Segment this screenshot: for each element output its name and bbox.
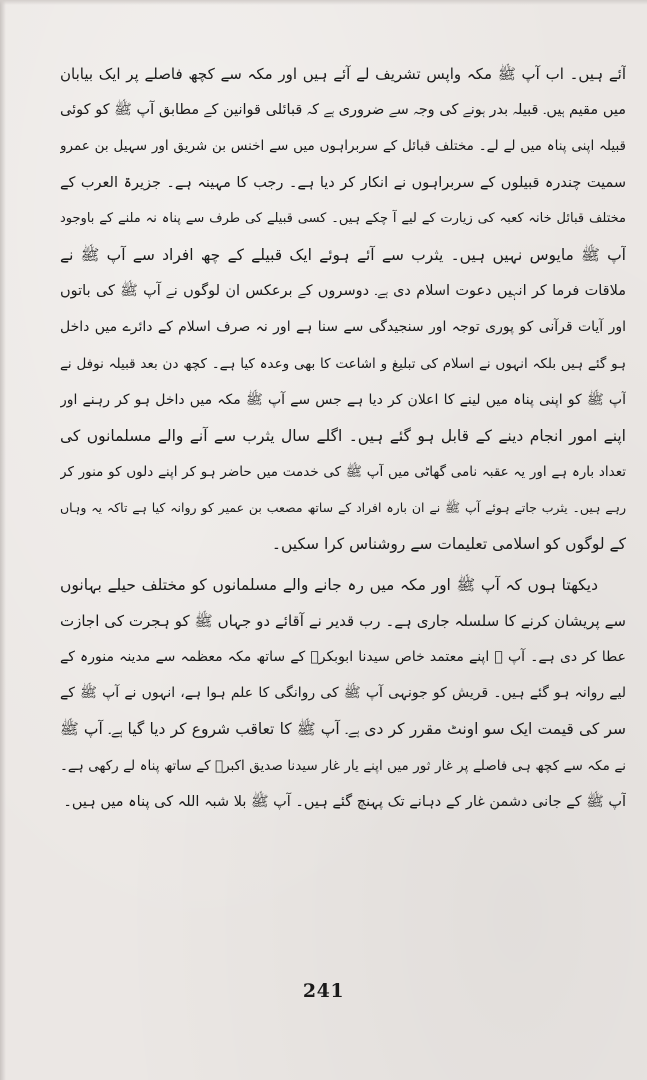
text-line: دیکھتا ہوں کہ آپ ﷺ اور مکہ میں رہ جانے والے مسلمانوں کو مختلف حیلے بہانوں	[60, 575, 598, 594]
text-line: لیے روانہ ہو گئے ہیں۔ قریش کو جونہی آپ ﷺ کی روانگی کا علم ہوا ہے، انہوں نے آپ ﷺ کے	[60, 685, 626, 702]
text-line: سے پریشان کرنے کا سلسلہ جاری ہے۔ رب قدیر نے آقائے دو جہاں ﷺ کو ہجرت کی اجازت	[60, 611, 626, 630]
text-line: اپنے امور انجام دینے کے قابل ہو گئے ہیں۔ اگلے سال یثرب سے آنے والے مسلمانوں کی	[60, 426, 626, 445]
text-line: نے مکہ سے کچھ ہی فاصلے پر غار ثور میں اپنے یار غار سیدنا صدیق اکبرؓ کے ساتھ پناہ لے رکھی ہے۔	[60, 757, 626, 774]
text-line: قبیلہ اپنی پناہ میں لے لے۔ مختلف قبائل کے سربراہوں میں سے اخنس بن شریق اور سہیل بن عمرو	[60, 138, 626, 155]
text-line: رہے ہیں۔ یثرب جاتے ہوئے آپ ﷺ نے ان بارہ افراد کے ساتھ مصعب بن عمیر کو روانہ کیا ہے تاکہ یہ وہاں	[60, 500, 626, 516]
page-edge-shadow-left	[0, 0, 6, 1080]
text-line: تعداد بارہ ہے اور یہ عقبہ نامی گھاٹی میں آپ ﷺ کی خدمت میں حاضر ہو کر اپنے دلوں کو منور کر	[60, 464, 626, 481]
text-line: سر کی قیمت ایک سو اونٹ مقرر کر دی ہے۔ آپ ﷺ کا تعاقب شروع کر دیا گیا ہے۔ آپ ﷺ	[60, 720, 626, 739]
text-line: آپ ﷺ کے جانی دشمن غار کے دہانے تک پہنچ گئے ہیں۔ آپ ﷺ بلا شبہ اللہ کی پناہ میں ہیں۔	[63, 793, 626, 810]
text-line: آپ ﷺ مایوس نہیں ہیں۔ یثرب سے آئے ہوئے ایک قبیلے کے چھ افراد سے آپ ﷺ نے	[60, 245, 626, 264]
text-line: کے لوگوں کو اسلامی تعلیمات سے روشناس کرا سکیں۔	[271, 535, 626, 554]
urdu-body-text	[60, 56, 626, 820]
text-line: مختلف قبائل خانہ کعبہ کی زیارت کے لیے آ چکے ہیں۔ کسی قبیلے کی طرف سے پناہ نہ ملنے کے باوجود	[60, 210, 626, 226]
text-line: ہو گئے ہیں بلکہ انہوں نے اسلام کی تبلیغ و اشاعت کا بھی وعدہ کیا ہے۔ کچھ دن بعد قبیلہ نوفل نے	[60, 355, 626, 372]
text-line: اور آیات قرآنی کو پوری توجہ اور سنجیدگی سے سنا ہے اور نہ صرف اسلام کے دائرے میں داخل	[60, 319, 626, 336]
text-line: میں مقیم ہیں۔ قبیلہ بدر ہونے کی وجہ سے ضروری ہے کہ قبائلی قوانین کے مطابق آپ ﷺ کو کوئی	[60, 102, 626, 119]
page-edge-shadow-top	[0, 0, 647, 5]
text-line: ملاقات فرما کر انہیں دعوت اسلام دی ہے۔ دوسروں کے برعکس ان لوگوں نے آپ ﷺ کی باتوں	[60, 283, 626, 300]
text-line: سمیت چندرہ قبیلوں کے سربراہوں نے انکار کر دیا ہے۔ رجب کا مہینہ ہے۔ جزیرۃ العرب کے	[60, 174, 626, 191]
page-number: 241	[302, 980, 345, 1002]
text-line: آپ ﷺ کو اپنی پناہ میں لینے کا اعلان کر دیا ہے جس سے آپ ﷺ مکہ میں داخل ہو کر رہنے اور	[60, 391, 626, 408]
text-line: عطا کر دی ہے۔ آپ ﷺ اپنے معتمد خاص سیدنا ابوبکرؓ کے ساتھ مکہ معظمہ سے مدینہ منورہ کے	[60, 649, 626, 665]
text-line: آئے ہیں۔ اب آپ ﷺ مکہ واپس تشریف لے آئے ہیں اور مکہ سے کچھ فاصلے پر ایک بیابان	[60, 65, 626, 83]
